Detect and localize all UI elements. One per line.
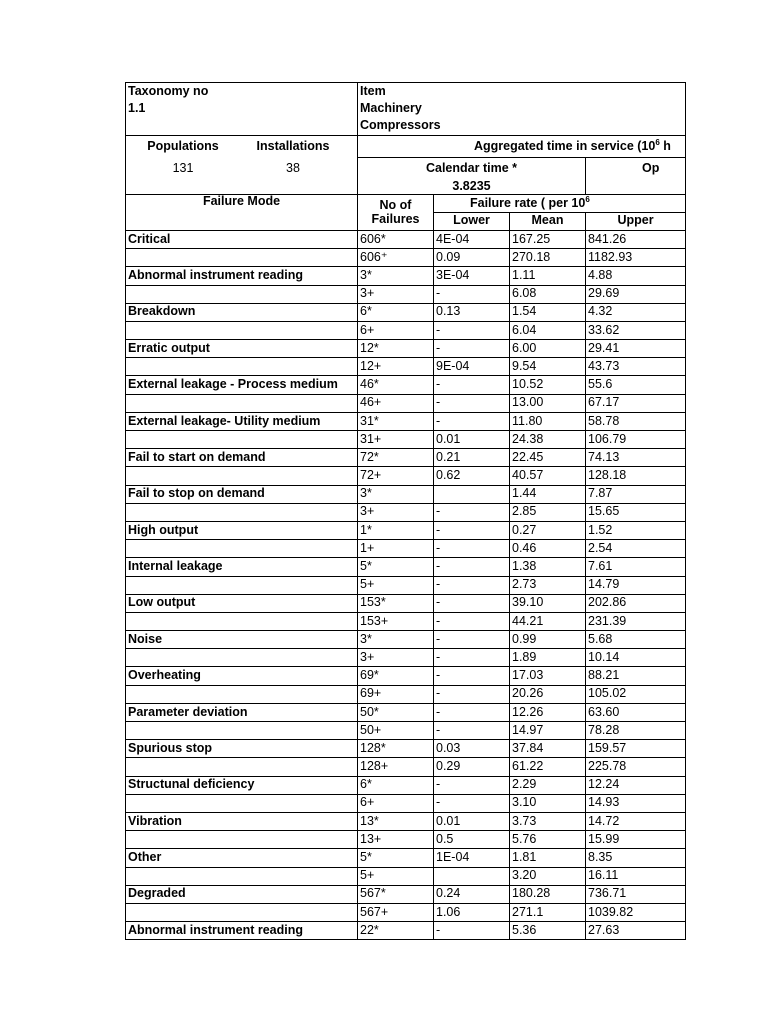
- failure-mode-name: Parameter deviation: [126, 703, 358, 721]
- table-row: [126, 558, 686, 576]
- no-of-failures-cell: 6*: [358, 776, 434, 794]
- failure-mode-blank: [126, 540, 358, 558]
- populations-value: 131: [172, 160, 194, 175]
- mean-cell: 13.00: [510, 394, 586, 412]
- table-row: [126, 340, 686, 358]
- table-row: [126, 722, 686, 740]
- header-row-2: [126, 100, 686, 117]
- table-row: [126, 794, 686, 812]
- item-label: Item: [358, 83, 686, 101]
- no-of-failures-cell: 3+: [358, 503, 434, 521]
- table-row: [126, 903, 686, 921]
- upper-cell: 4.88: [586, 267, 686, 285]
- mean-cell: 271.1: [510, 903, 586, 921]
- mean-cell: 6.04: [510, 321, 586, 339]
- upper-cell: 27.63: [586, 922, 686, 940]
- no-of-failures-cell: 6+: [358, 794, 434, 812]
- calendar-time-label: Calendar time *: [358, 158, 586, 180]
- mean-cell: 22.45: [510, 449, 586, 467]
- table-row: [126, 249, 686, 267]
- upper-cell: 105.02: [586, 685, 686, 703]
- no-of-failures-cell: 567+: [358, 903, 434, 921]
- upper-cell: 14.79: [586, 576, 686, 594]
- upper-cell: 1182.93: [586, 249, 686, 267]
- failure-mode-blank: [126, 685, 358, 703]
- no-of-failures-cell: 3*: [358, 485, 434, 503]
- no-of-failures-cell: 153+: [358, 612, 434, 630]
- installations-value: 38: [286, 160, 300, 175]
- no-of-failures-cell: 6+: [358, 321, 434, 339]
- mean-cell: 20.26: [510, 685, 586, 703]
- failure-mode-name: Fail to start on demand: [126, 449, 358, 467]
- no-of-failures-cell: 6*: [358, 303, 434, 321]
- no-of-failures-cell: 128+: [358, 758, 434, 776]
- failure-mode-blank: [126, 467, 358, 485]
- population-blank: [126, 180, 358, 195]
- upper-cell: 841.26: [586, 230, 686, 248]
- no-of-failures-cell: 22*: [358, 922, 434, 940]
- table-row: [126, 576, 686, 594]
- no-of-failures-cell: 50+: [358, 722, 434, 740]
- table-row: [126, 758, 686, 776]
- no-of-failures-cell: 46+: [358, 394, 434, 412]
- lower-cell: 3E-04: [434, 267, 510, 285]
- mean-cell: 5.36: [510, 922, 586, 940]
- failure-mode-name: Spurious stop: [126, 740, 358, 758]
- header-row-7: [126, 194, 686, 212]
- upper-cell: 7.87: [586, 485, 686, 503]
- mean-cell: 3.20: [510, 867, 586, 885]
- taxonomy-value: 1.1: [126, 100, 358, 117]
- table-row: [126, 867, 686, 885]
- header-row-6: [126, 180, 686, 195]
- table-row: [126, 885, 686, 903]
- table-row: [126, 594, 686, 612]
- no-of-failures-cell: 606⁺: [358, 249, 434, 267]
- mean-cell: 24.38: [510, 431, 586, 449]
- lower-cell: 0.24: [434, 885, 510, 903]
- failure-mode-name: Breakdown: [126, 303, 358, 321]
- table-row: [126, 485, 686, 503]
- no-of-failures-cell: 72*: [358, 449, 434, 467]
- lower-cell: 0.09: [434, 249, 510, 267]
- lower-cell: 4E-04: [434, 230, 510, 248]
- mean-cell: 3.73: [510, 812, 586, 830]
- upper-cell: 8.35: [586, 849, 686, 867]
- no-of-failures-cell: 72+: [358, 467, 434, 485]
- failure-rate-sup: 6: [585, 194, 590, 204]
- lower-cell: -: [434, 667, 510, 685]
- reliability-data-sheet: [125, 82, 671, 953]
- failure-mode-name: External leakage - Process medium: [126, 376, 358, 394]
- table-row: [126, 449, 686, 467]
- lower-cell: -: [434, 503, 510, 521]
- no-of-failures-cell: 46*: [358, 376, 434, 394]
- mean-cell: 2.73: [510, 576, 586, 594]
- table-row: [126, 230, 686, 248]
- table-row: [126, 812, 686, 830]
- upper-cell: 4.32: [586, 303, 686, 321]
- table-row: [126, 922, 686, 940]
- lower-cell: 0.29: [434, 758, 510, 776]
- table-row: [126, 467, 686, 485]
- no-of-failures-cell: 606*: [358, 230, 434, 248]
- lower-cell: -: [434, 285, 510, 303]
- item-type: Compressors: [358, 117, 686, 135]
- upper-cell: 33.62: [586, 321, 686, 339]
- failure-mode-blank: [126, 431, 358, 449]
- failure-mode-label: [126, 194, 358, 230]
- lower-cell: 0.21: [434, 449, 510, 467]
- lower-cell: 9E-04: [434, 358, 510, 376]
- failure-mode-name: Erratic output: [126, 340, 358, 358]
- upper-cell: 58.78: [586, 412, 686, 430]
- upper-cell: 7.61: [586, 558, 686, 576]
- lower-cell: 1.06: [434, 903, 510, 921]
- no-of-failures-cell: 69*: [358, 667, 434, 685]
- failure-mode-blank: [126, 394, 358, 412]
- lower-cell: -: [434, 521, 510, 539]
- population-values: [126, 158, 358, 180]
- upper-cell: 55.6: [586, 376, 686, 394]
- table-row: [126, 649, 686, 667]
- lower-cell: [434, 867, 510, 885]
- mean-cell: 6.00: [510, 340, 586, 358]
- upper-cell: 14.72: [586, 812, 686, 830]
- lower-cell: 0.01: [434, 812, 510, 830]
- upper-cell: 43.73: [586, 358, 686, 376]
- no-of-failures-line2: Failures: [371, 212, 420, 227]
- failure-mode-blank: [126, 794, 358, 812]
- lower-cell: -: [434, 612, 510, 630]
- lower-cell: -: [434, 594, 510, 612]
- aggregated-time-tail: h: [659, 139, 671, 154]
- mean-cell: 9.54: [510, 358, 586, 376]
- failure-mode-blank: [126, 612, 358, 630]
- table-row: [126, 703, 686, 721]
- mean-cell: 17.03: [510, 667, 586, 685]
- lower-cell: -: [434, 631, 510, 649]
- lower-cell: -: [434, 722, 510, 740]
- failure-mode-name: Internal leakage: [126, 558, 358, 576]
- lower-cell: -: [434, 340, 510, 358]
- lower-cell: -: [434, 540, 510, 558]
- failure-rate-label: [434, 194, 686, 212]
- table-row: [126, 285, 686, 303]
- lower-cell: 0.13: [434, 303, 510, 321]
- operational-blank: [586, 180, 686, 195]
- upper-label: Upper: [586, 212, 686, 230]
- mean-cell: 0.99: [510, 631, 586, 649]
- failure-mode-blank: [126, 249, 358, 267]
- no-of-failures-cell: 5+: [358, 867, 434, 885]
- table-row: [126, 685, 686, 703]
- no-of-failures-cell: 3*: [358, 631, 434, 649]
- table-row: [126, 831, 686, 849]
- table-row: [126, 776, 686, 794]
- upper-cell: 159.57: [586, 740, 686, 758]
- mean-label: Mean: [510, 212, 586, 230]
- failure-mode-blank: [126, 867, 358, 885]
- no-of-failures-cell: 153*: [358, 594, 434, 612]
- mean-cell: 39.10: [510, 594, 586, 612]
- mean-cell: 0.46: [510, 540, 586, 558]
- item-category: Machinery: [358, 100, 686, 117]
- no-of-failures-cell: 50*: [358, 703, 434, 721]
- upper-cell: 231.39: [586, 612, 686, 630]
- mean-cell: 167.25: [510, 230, 586, 248]
- failure-mode-name: Noise: [126, 631, 358, 649]
- mean-cell: 1.11: [510, 267, 586, 285]
- mean-cell: 1.81: [510, 849, 586, 867]
- mean-cell: 2.85: [510, 503, 586, 521]
- upper-cell: 14.93: [586, 794, 686, 812]
- table-row: [126, 321, 686, 339]
- no-of-failures-cell: 5+: [358, 576, 434, 594]
- table-row: [126, 503, 686, 521]
- no-of-failures-cell: 5*: [358, 849, 434, 867]
- mean-cell: 180.28: [510, 885, 586, 903]
- failure-rate-table: [125, 82, 686, 940]
- table-row: [126, 376, 686, 394]
- lower-cell: [434, 485, 510, 503]
- mean-cell: 1.38: [510, 558, 586, 576]
- no-of-failures-cell: 69+: [358, 685, 434, 703]
- mean-cell: 37.84: [510, 740, 586, 758]
- table-row: [126, 612, 686, 630]
- mean-cell: 3.10: [510, 794, 586, 812]
- no-of-failures-cell: 13+: [358, 831, 434, 849]
- upper-cell: 12.24: [586, 776, 686, 794]
- failure-mode-blank: [126, 576, 358, 594]
- lower-cell: 0.03: [434, 740, 510, 758]
- table-row: [126, 394, 686, 412]
- header-row-4: [126, 135, 686, 158]
- upper-cell: 10.14: [586, 649, 686, 667]
- failure-mode-name: Vibration: [126, 812, 358, 830]
- population-labels: [126, 135, 358, 158]
- mean-cell: 1.89: [510, 649, 586, 667]
- table-row: [126, 303, 686, 321]
- failure-mode-blank: [126, 903, 358, 921]
- lower-cell: -: [434, 649, 510, 667]
- lower-cell: -: [434, 776, 510, 794]
- upper-cell: 225.78: [586, 758, 686, 776]
- no-of-failures-cell: 12+: [358, 358, 434, 376]
- failure-mode-blank: [126, 285, 358, 303]
- aggregated-time-sup: 6: [655, 137, 660, 147]
- upper-cell: 78.28: [586, 722, 686, 740]
- failure-mode-name: Abnormal instrument reading: [126, 267, 358, 285]
- populations-label: Populations: [147, 138, 219, 153]
- mean-cell: 10.52: [510, 376, 586, 394]
- lower-cell: 0.01: [434, 431, 510, 449]
- no-of-failures-cell: 12*: [358, 340, 434, 358]
- upper-cell: 1.52: [586, 521, 686, 539]
- no-of-failures-cell: 3*: [358, 267, 434, 285]
- upper-cell: 74.13: [586, 449, 686, 467]
- mean-cell: 2.29: [510, 776, 586, 794]
- failure-mode-name: Overheating: [126, 667, 358, 685]
- lower-cell: -: [434, 922, 510, 940]
- upper-cell: 15.99: [586, 831, 686, 849]
- failure-mode-name: Fail to stop on demand: [126, 485, 358, 503]
- lower-cell: -: [434, 394, 510, 412]
- upper-cell: 29.69: [586, 285, 686, 303]
- table-row: [126, 412, 686, 430]
- no-of-failures-cell: 567*: [358, 885, 434, 903]
- failure-mode-name: Other: [126, 849, 358, 867]
- lower-cell: 1E-04: [434, 849, 510, 867]
- mean-cell: 11.80: [510, 412, 586, 430]
- aggregated-time-label: [358, 135, 686, 158]
- failure-mode-text: Failure Mode: [202, 193, 281, 208]
- upper-cell: 88.21: [586, 667, 686, 685]
- lower-cell: -: [434, 412, 510, 430]
- upper-cell: 29.41: [586, 340, 686, 358]
- upper-cell: 2.54: [586, 540, 686, 558]
- table-row: [126, 431, 686, 449]
- header-row-5: [126, 158, 686, 180]
- operational-time-label: Op: [586, 158, 686, 180]
- header-row-3: [126, 117, 686, 135]
- mean-cell: 40.57: [510, 467, 586, 485]
- no-of-failures-cell: 1+: [358, 540, 434, 558]
- upper-cell: 5.68: [586, 631, 686, 649]
- lower-cell: -: [434, 376, 510, 394]
- taxonomy-blank: [126, 117, 358, 135]
- upper-cell: 16.11: [586, 867, 686, 885]
- failure-mode-blank: [126, 503, 358, 521]
- lower-cell: 0.5: [434, 831, 510, 849]
- lower-cell: -: [434, 703, 510, 721]
- upper-cell: 15.65: [586, 503, 686, 521]
- lower-cell: -: [434, 685, 510, 703]
- no-of-failures-line1: No of: [379, 197, 412, 212]
- failure-mode-name: Abnormal instrument reading: [126, 922, 358, 940]
- no-of-failures-cell: 1*: [358, 521, 434, 539]
- failure-rate-text: Failure rate ( per 10: [470, 195, 586, 210]
- mean-cell: 44.21: [510, 612, 586, 630]
- upper-cell: 202.86: [586, 594, 686, 612]
- no-of-failures-cell: 128*: [358, 740, 434, 758]
- lower-cell: -: [434, 576, 510, 594]
- failure-mode-blank: [126, 831, 358, 849]
- lower-cell: -: [434, 794, 510, 812]
- failure-mode-blank: [126, 321, 358, 339]
- mean-cell: 5.76: [510, 831, 586, 849]
- no-of-failures-cell: 3+: [358, 285, 434, 303]
- table-row: [126, 358, 686, 376]
- failure-mode-name: Low output: [126, 594, 358, 612]
- upper-cell: 106.79: [586, 431, 686, 449]
- failure-mode-name: Degraded: [126, 885, 358, 903]
- table-row: [126, 740, 686, 758]
- upper-cell: 67.17: [586, 394, 686, 412]
- mean-cell: 270.18: [510, 249, 586, 267]
- no-of-failures-label: [358, 194, 434, 230]
- mean-cell: 0.27: [510, 521, 586, 539]
- no-of-failures-cell: 13*: [358, 812, 434, 830]
- mean-cell: 1.54: [510, 303, 586, 321]
- upper-cell: 1039.82: [586, 903, 686, 921]
- mean-cell: 6.08: [510, 285, 586, 303]
- table-row: [126, 849, 686, 867]
- lower-cell: -: [434, 558, 510, 576]
- installations-label: Installations: [256, 138, 330, 153]
- no-of-failures-cell: 5*: [358, 558, 434, 576]
- table-row: [126, 521, 686, 539]
- mean-cell: 1.44: [510, 485, 586, 503]
- failure-mode-blank: [126, 722, 358, 740]
- table-row: [126, 667, 686, 685]
- failure-mode-name: Critical: [126, 230, 358, 248]
- mean-cell: 14.97: [510, 722, 586, 740]
- failure-mode-name: External leakage- Utility medium: [126, 412, 358, 430]
- lower-cell: 0.62: [434, 467, 510, 485]
- calendar-time-value: 3.8235: [358, 180, 586, 195]
- lower-cell: -: [434, 321, 510, 339]
- no-of-failures-cell: 31+: [358, 431, 434, 449]
- failure-mode-name: High output: [126, 521, 358, 539]
- mean-cell: 61.22: [510, 758, 586, 776]
- table-row: [126, 267, 686, 285]
- aggregated-time-text: Aggregated time in service (10: [474, 139, 656, 154]
- upper-cell: 63.60: [586, 703, 686, 721]
- table-row: [126, 631, 686, 649]
- mean-cell: 12.26: [510, 703, 586, 721]
- table-row: [126, 540, 686, 558]
- failure-mode-blank: [126, 358, 358, 376]
- failure-mode-name: Structunal deficiency: [126, 776, 358, 794]
- no-of-failures-cell: 3+: [358, 649, 434, 667]
- header-row-1: [126, 83, 686, 101]
- no-of-failures-cell: 31*: [358, 412, 434, 430]
- failure-mode-blank: [126, 758, 358, 776]
- upper-cell: 736.71: [586, 885, 686, 903]
- taxonomy-label: Taxonomy no: [126, 83, 358, 101]
- upper-cell: 128.18: [586, 467, 686, 485]
- failure-mode-blank: [126, 649, 358, 667]
- lower-label: Lower: [434, 212, 510, 230]
